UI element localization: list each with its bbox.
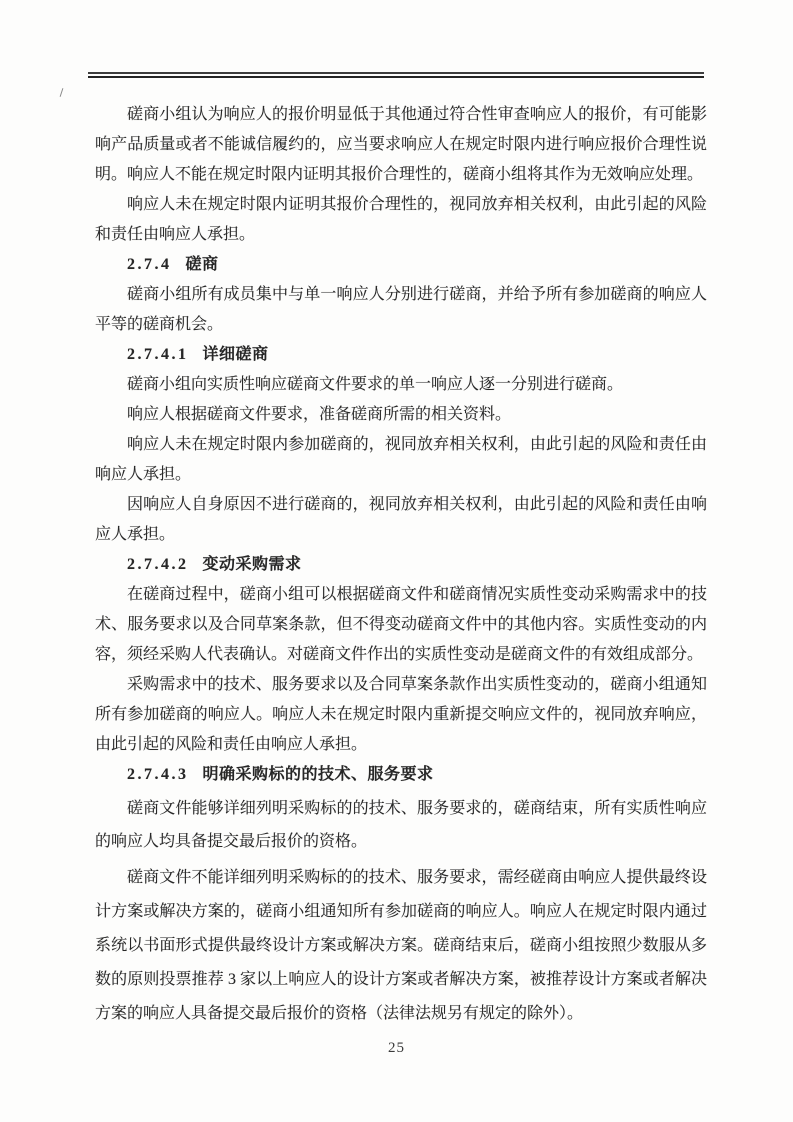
section-number: 2.7.4.3 [127,766,189,783]
section-title: 变动采购需求 [202,556,302,573]
section-number: 2.7.4 [127,256,172,273]
section-title: 磋商 [185,256,219,273]
body-paragraph: 磋商小组所有成员集中与单一响应人分别进行磋商，并给予所有参加磋商的响应人平等的磋商机会。 [95,286,707,333]
body-paragraph: 磋商文件能够详细列明采购标的的技术、服务要求的，磋商结束，所有实质性响应的响应人均具备提交最后报价的资格。 [95,800,707,850]
section-number: 2.7.4.2 [127,556,189,573]
section-heading-2-7-4-3 [95,760,707,790]
section-heading-2-7-4-1 [95,340,707,370]
body-paragraph: 响应人未在规定时限内证明其报价合理性的，视同放弃相关权利，由此引起的风险和责任由响应人承担。 [95,196,707,243]
body-paragraph: 磋商文件不能详细列明采购标的的技术、服务要求，需经磋商由响应人提供最终设计方案或解决方案的，磋商小组通知所有参加磋商的响应人。响应人在规定时限内通过系统以书面形式提供最终设计方案或解决方案。磋商结束后，磋商小组按照少数服从多数的原则投票推荐 3 家以上响应人的设计方案或者解决方案，被推荐设计方案或者解决方案的响应人具备提交最后报价的资格（法律法规另有规定的除外）。 [95,869,707,1022]
body-paragraph: 因响应人自身原因不进行磋商的，视同放弃相关权利，由此引起的风险和责任由响应人承担。 [95,496,707,543]
section-heading-2-7-4-2 [95,550,707,580]
body-paragraph: 采购需求中的技术、服务要求以及合同草案条款作出实质性变动的，磋商小组通知所有参加磋商的响应人。响应人未在规定时限内重新提交响应文件的，视同放弃响应，由此引起的风险和责任由响应人承担。 [95,676,707,753]
section-title: 详细磋商 [202,346,269,363]
body-paragraph: 磋商小组向实质性响应磋商文件要求的单一响应人逐一分别进行磋商。 [127,376,624,393]
section-title: 明确采购标的的技术、服务要求 [202,766,434,783]
section-number: 2.7.4.1 [127,346,189,363]
document-body [95,100,707,1031]
section-heading-2-7-4 [95,250,707,280]
body-paragraph: 在磋商过程中，磋商小组可以根据磋商文件和磋商情况实质性变动采购需求中的技术、服务要求以及合同草案条款，但不得变动磋商文件中的其他内容。实质性变动的内容，须经采购人代表确认。对磋商文件作出的实质性变动是磋商文件的有效组成部分。 [95,586,707,663]
body-paragraph: 响应人根据磋商文件要求，准备磋商所需的相关资料。 [127,406,512,423]
body-paragraph: 磋商小组认为响应人的报价明显低于其他通过符合性审查响应人的报价，有可能影响产品质量或者不能诚信履约的，应当要求响应人在规定时限内进行响应报价合理性说明。响应人不能在规定时限内证明其报价合理性的，磋商小组将其作为无效响应处理。 [95,106,707,183]
body-paragraph: 响应人未在规定时限内参加磋商的，视同放弃相关权利，由此引起的风险和责任由响应人承担。 [95,436,707,483]
page-number: 25 [388,1040,405,1056]
scan-artifact [60,88,64,97]
header-double-rule [88,72,704,78]
